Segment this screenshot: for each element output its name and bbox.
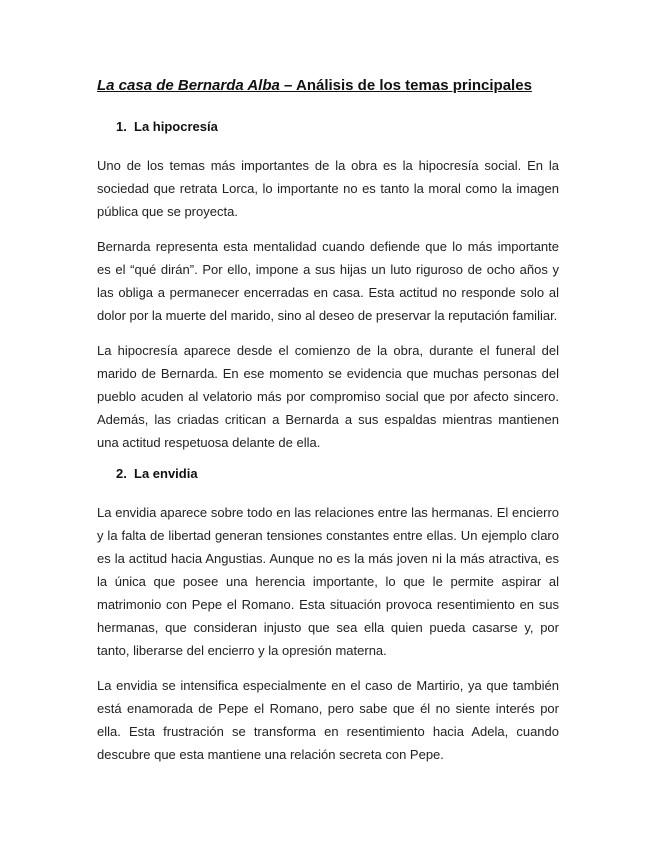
paragraph: Bernarda representa esta mentalidad cuando defiende que lo más importante es el “qué dirán”. Por ello, impone a sus hijas un luto riguroso de ocho años y las obliga a permanecer encerradas en casa. Esta actitud no responde solo al dolor por la muerte del marido, sino al deseo de preservar la reputación familiar. [97, 239, 559, 323]
paragraph: La envidia aparece sobre todo en las relaciones entre las hermanas. El encierro y la falta de libertad generan tensiones constantes entre ellas. Un ejemplo claro es la actitud hacia Angustias. Aunque no es la más joven ni la más atractiva, es la única que posee una herencia importante, lo que le permite aspirar al matrimonio con Pepe el Romano. Esta situación provoca resentimiento en sus hermanas, que consideran injusto que sea ella quien pueda casarse y, por tanto, liberarse del encierro y la opresión materna. [97, 505, 559, 658]
section-number: 2. [116, 466, 127, 481]
section-heading-text: La envidia [134, 466, 198, 481]
section-heading-text: La hipocresía [134, 119, 218, 134]
paragraph: La envidia se intensifica especialmente en el caso de Martirio, ya que también está enamorada de Pepe el Romano, pero sabe que él no siente interés por ella. Esta frustración se transforma en resentimiento hacia Adela, cuando descubre que esta mantiene una relación secreta con Pepe. [97, 678, 559, 762]
paragraph: Uno de los temas más importantes de la obra es la hipocresía social. En la sociedad que retrata Lorca, lo importante no es tanto la moral como la imagen pública que se proyecta. [97, 158, 559, 219]
paragraph: La hipocresía aparece desde el comienzo de la obra, durante el funeral del marido de Bernarda. En ese momento se evidencia que muchas personas del pueblo acuden al velatorio más por compromiso social que por afecto sincero. Además, las criadas critican a Bernarda a sus espaldas mientras mantienen una actitud respetuosa delante de ella. [97, 343, 559, 450]
section-heading-envidia [97, 465, 559, 483]
section-heading-hipocresia [97, 118, 559, 136]
title-subtitle: – Análisis de los temas principales [279, 77, 532, 94]
section-number: 1. [116, 119, 127, 134]
title-work-name: La casa de Bernarda Alba [97, 77, 280, 94]
document-title [97, 76, 559, 96]
